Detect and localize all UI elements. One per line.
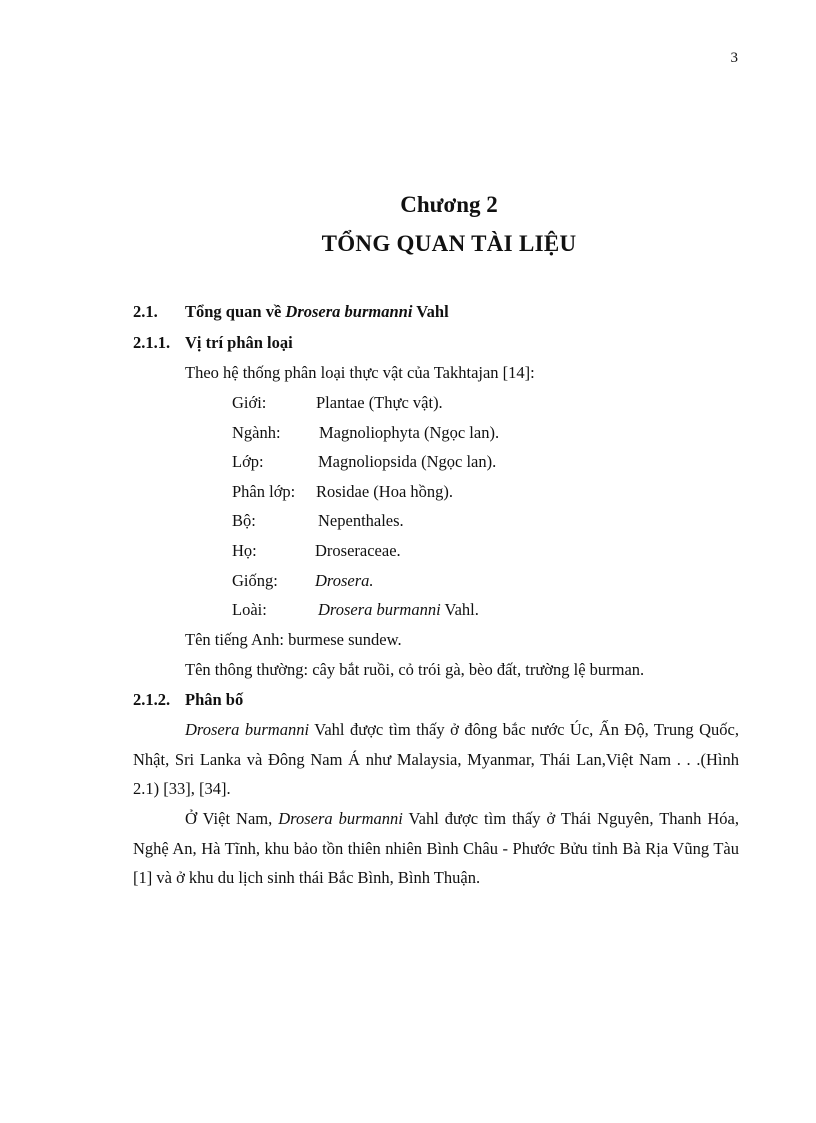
page-number: 3 <box>730 50 738 66</box>
taxonomy-value: Drosera. <box>315 571 374 590</box>
section-title-species: Drosera burmanni <box>285 302 413 321</box>
section-number: 2.1.2. <box>133 690 171 709</box>
taxonomy-rank: Loài: <box>232 600 267 619</box>
taxonomy-rank: Phân lớp: <box>232 482 296 501</box>
paragraph-text: Vahl được tìm thấy ở Thái Nguyên, Thanh Hóa, Nghệ An, Hà Tĩnh, khu bảo tồn thiên nhiên Bình Châu - Phước Bửu tỉnh Bà Rịa Vũng Tàu [1] và ở khu du lịch sinh thái Bắc Bình, Bình Thuận. <box>133 809 740 888</box>
english-name: Tên tiếng Anh: burmese sundew. <box>185 630 402 649</box>
section-title-suffix: Vahl <box>412 302 449 321</box>
paragraph-prefix: Ở Việt Nam, <box>185 809 279 828</box>
section-number: 2.1. <box>133 302 158 321</box>
section-heading-2-1-2 <box>133 690 243 710</box>
taxonomy-rank: Giới: <box>232 393 267 412</box>
taxonomy-rank: Họ: <box>232 541 257 560</box>
taxonomy-value: Magnoliopsida (Ngọc lan). <box>318 452 497 471</box>
taxonomy-value: Plantae (Thực vật). <box>316 393 443 412</box>
section-heading-2-1-1 <box>133 333 293 353</box>
taxonomy-rank: Lớp: <box>232 452 264 471</box>
taxonomy-value: Magnoliophyta (Ngọc lan). <box>319 423 500 442</box>
distribution-paragraph-1 <box>133 715 739 804</box>
common-names: Tên thông thường: cây bắt ruồi, cỏ trói gà, bèo đất, trường lệ burman. <box>185 660 645 679</box>
taxonomy-rank: Bộ: <box>232 511 256 530</box>
taxonomy-rank: Ngành: <box>232 423 281 442</box>
section-heading-2-1 <box>133 302 449 322</box>
taxonomy-value: Nepenthales. <box>318 511 404 530</box>
paragraph-text: Vahl được tìm thấy ở đông bắc nước Úc, Ấn Độ, Trung Quốc, Nhật, Sri Lanka và Đông Nam Á như Malaysia, Myanmar, Thái Lan,Việt Nam . . .(Hình 2.1) [33], [34]. <box>133 720 740 799</box>
taxonomy-intro: Theo hệ thống phân loại thực vật của Takhtajan [14]: <box>185 363 535 382</box>
section-title: Phân bố <box>185 690 244 709</box>
taxonomy-value <box>318 600 479 620</box>
chapter-title: TỔNG QUAN TÀI LIỆU <box>321 231 577 256</box>
section-title-prefix: Tổng quan về <box>185 302 286 321</box>
taxonomy-rank: Giống: <box>232 571 278 590</box>
section-number: 2.1.1. <box>133 333 171 352</box>
section-title: Vị trí phân loại <box>185 333 293 352</box>
species-author: Vahl. <box>440 600 479 619</box>
chapter-label: Chương 2 <box>400 192 498 217</box>
taxonomy-value: Rosidae (Hoa hồng). <box>316 482 454 501</box>
taxonomy-value: Droseraceae. <box>315 541 401 560</box>
distribution-paragraph-2 <box>133 804 739 893</box>
species-name: Drosera burmanni <box>278 809 403 828</box>
species-name: Drosera burmanni <box>185 720 310 739</box>
species-name: Drosera burmanni <box>318 600 441 619</box>
